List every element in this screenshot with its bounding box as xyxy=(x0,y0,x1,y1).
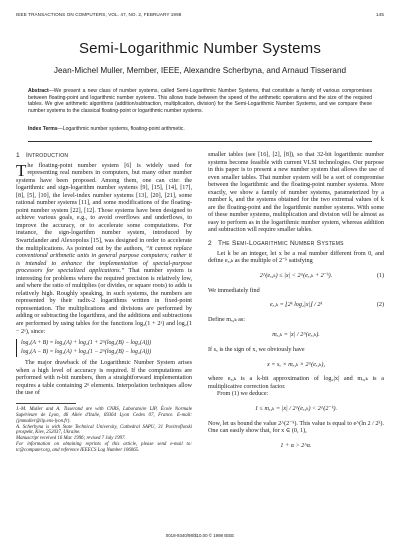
footnote-rule xyxy=(16,403,76,404)
page-number: 145 xyxy=(376,12,384,17)
equation-2: eₓ,ₖ = ⌊2ᵏ log₂|x|⌋ / 2ᵏ (2) xyxy=(269,302,384,309)
equation-6: 1 + α > 2^α. xyxy=(280,443,312,450)
right-column xyxy=(208,152,384,458)
header-divider xyxy=(28,141,372,142)
equation-3: mₓ,ₖ = |x| / 2^(eₓ,ₖ). xyxy=(272,331,320,338)
intro-quote: “it cannot replace conventional arithmetic units in general purpose computers; rather it is intended to enhance the implementation of special-purpose processors for specialized applications.” xyxy=(16,245,192,275)
footnote-received: Manuscript received 16 Mar. 1996; revised 7 July 1997. xyxy=(16,436,126,442)
sec2-paragraph-4: If sₓ is the sign of x, we obviously have xyxy=(208,346,305,353)
paper-title: Semi-Logarithmic Number Systems xyxy=(78,40,322,57)
sec2-paragraph-7: Now, let us bound the value 2^(2⁻ᵏ). This value is equal to e^(ln 2 / 2ᵏ). One can easily show that, for x ∈ (0, 1), xyxy=(208,420,384,435)
index-terms-text: —Logarithmic number systems, floating-point arithmetic. xyxy=(57,126,185,132)
equation-5: 1 ≤ mₓ,ₖ = |x| / 2^(eₓ,ₖ) < 2^(2⁻ᵏ). xyxy=(254,406,338,413)
journal-header: IEEE TRANSACTIONS ON COMPUTERS, VOL. 47, NO. 2, FEBRUARY 1998 xyxy=(16,12,182,17)
running-header xyxy=(16,12,384,22)
left-column xyxy=(16,152,192,454)
eq-log-sub: log₂(A − B) = log₂(A) + log₂(1 − 2^(log₂(B) − log₂(A))) xyxy=(21,349,152,356)
intro-paragraph-3: smaller tables (see [16], [2], [8]), so that 32-bit logarithmic number systems become feasible with current VLSI technologies. Our purpose in this paper is to present a new number system that allows the use of even smaller tables. That number system will be a sort of compromise between the logarithmic and the floating-point number systems. More exactly, we show a family of number systems, parameterized by a number k, and the systems obtained for the two extremal values of k are the floating-point and the logarithmic number systems. With some of these number systems, multiplication and division will be almost as easy to perform as in the logarithmic number system, whereas addition and subtraction will require smaller tables. xyxy=(208,152,384,234)
sec2-paragraph-3: Define mₓ,ₖ as: xyxy=(208,317,245,324)
footnote-reprints: For information on obtaining reprints of this article, please send e-mail to: tc@computer.org, and reference IEEECS Log Number 106065. xyxy=(16,442,192,454)
equation-4: x = sₓ × mₓ,ₖ × 2^(eₓ,ₖ), xyxy=(267,361,325,368)
abstract-text: —We present a new class of number systems, called Semi-Logarithmic Number Systems, that constitute a family of various compromises between floating-point and logarithmic number systems. This allows trade between the speed of the arithmetic operations and the size of the required tables. We give arithmetic algorithms (addition/subtraction, multiplication, division) for the Semi-Logarithmic Number Systems, and we compare these number systems to the classical floating-point or logarithmic number systems. xyxy=(28,88,372,115)
equation-2-number: (2) xyxy=(376,302,384,309)
equation-1: 2^(eₓ,ₖ) ≤ |x| < 2^(eₓ,ₖ + 2⁻ᵏ). (1) xyxy=(259,272,384,279)
equation-1-number: (1) xyxy=(376,272,384,279)
abstract-label: Abstract xyxy=(28,88,49,94)
sec2-paragraph-1: Let k be an integer, let x be a real number different from 0, and define eₓ,ₖ as the multiple of 2⁻ᵏ satisfying xyxy=(208,250,384,265)
copyright-footer: 0018-9340/98/$10.00 © 1998 IEEE xyxy=(165,533,235,538)
index-terms-label: Index Terms xyxy=(28,126,58,132)
sec2-paragraph-6: From (1) we deduce: xyxy=(217,391,269,398)
section-2-heading: 2 The Semi-Logarithmic Number Systems xyxy=(208,240,344,248)
intro-paragraph-1: The floating-point number system [6] is widely used for representing real numbers in computers, but many other number systems have been proposed. Among them, one can cite: the logarithmic and sign-logarithm number systems [9], [15], [14], [17], [8], [5], [10], the level-index number systems [13], [20], [21], some rational number systems [11], and some modifications of the floating-point number system [22], [12]. Those systems have been designed to achieve various goals, e.g., to avoid overflows and underflows, to improve the accuracy, or to accelerate some computations. For instance, the sign-logarithm number system, introduced by Swartzlander and Alexopolus [15], was designed in order to accelerate the multiplications. As pointed out by the authors, “it cannot replace conventional arithmetic units in general purpose computers; rather it is intended to enhance the implementation of special-purpose processors for specialized applications.” That number system is interesting for problems where the required precision is relatively low, and where the ratio of multiplies (or divides, or square roots) to adds is relatively high. Roughly speaking, in such systems, the numbers are represented by their radix-2 logarithms written in fixed-point representation. The multiplications and divisions are performed by adding or subtracting the logarithms, and the additions and subtractions are performed by using tables for the functions log₂(1 + 2ˣ) and log₂(1 − 2ˣ), since: xyxy=(16,160,192,335)
abstract xyxy=(28,88,372,115)
footnote-affiliation-1: J.-M. Muller and A. Tisserand are with CNRS, Laboratoire LIP, École Normale Supérieure de Lyon, 46 Allée d'Italie, 69364 Lyon Cedex 07, France. E-mail: {jmmuller@lip.ens-lyon.fr}. xyxy=(16,406,192,424)
author-line: Jean-Michel Muller, Member, IEEE, Alexandre Scherbyna, and Arnaud Tisserand xyxy=(53,66,347,75)
footnote-affiliation-2: A. Scherbyna is with State Technical University, Cathedral SAPU, 31 Povitroflotski prospekt, Kiev, 252037, Ukraine. xyxy=(16,424,192,436)
log-add-sub-equations xyxy=(16,339,192,357)
index-terms xyxy=(28,126,372,132)
eq-log-add: log₂(A + B) = log₂(A) + log₂(1 + 2^(log₂(B) − log₂(A))) xyxy=(21,340,152,347)
footnotes xyxy=(16,407,192,454)
sec2-paragraph-5: where eₓ,ₖ is a k-bit approximation of log₂|x| and mₓ,ₖ is a multiplicative correction factor. xyxy=(208,376,384,390)
intro-paragraph-2: The major drawback of the Logarithmic Number System arises when a high level of accuracy is required. If the computations are performed with n-bit numbers, then a straightforward implementation requires a table containing 2ⁿ elements. Interpolation techniques allow the use of xyxy=(16,360,192,397)
sec2-paragraph-2: We immediately find xyxy=(208,287,260,294)
section-1-heading: 1 Introduction xyxy=(16,152,69,159)
